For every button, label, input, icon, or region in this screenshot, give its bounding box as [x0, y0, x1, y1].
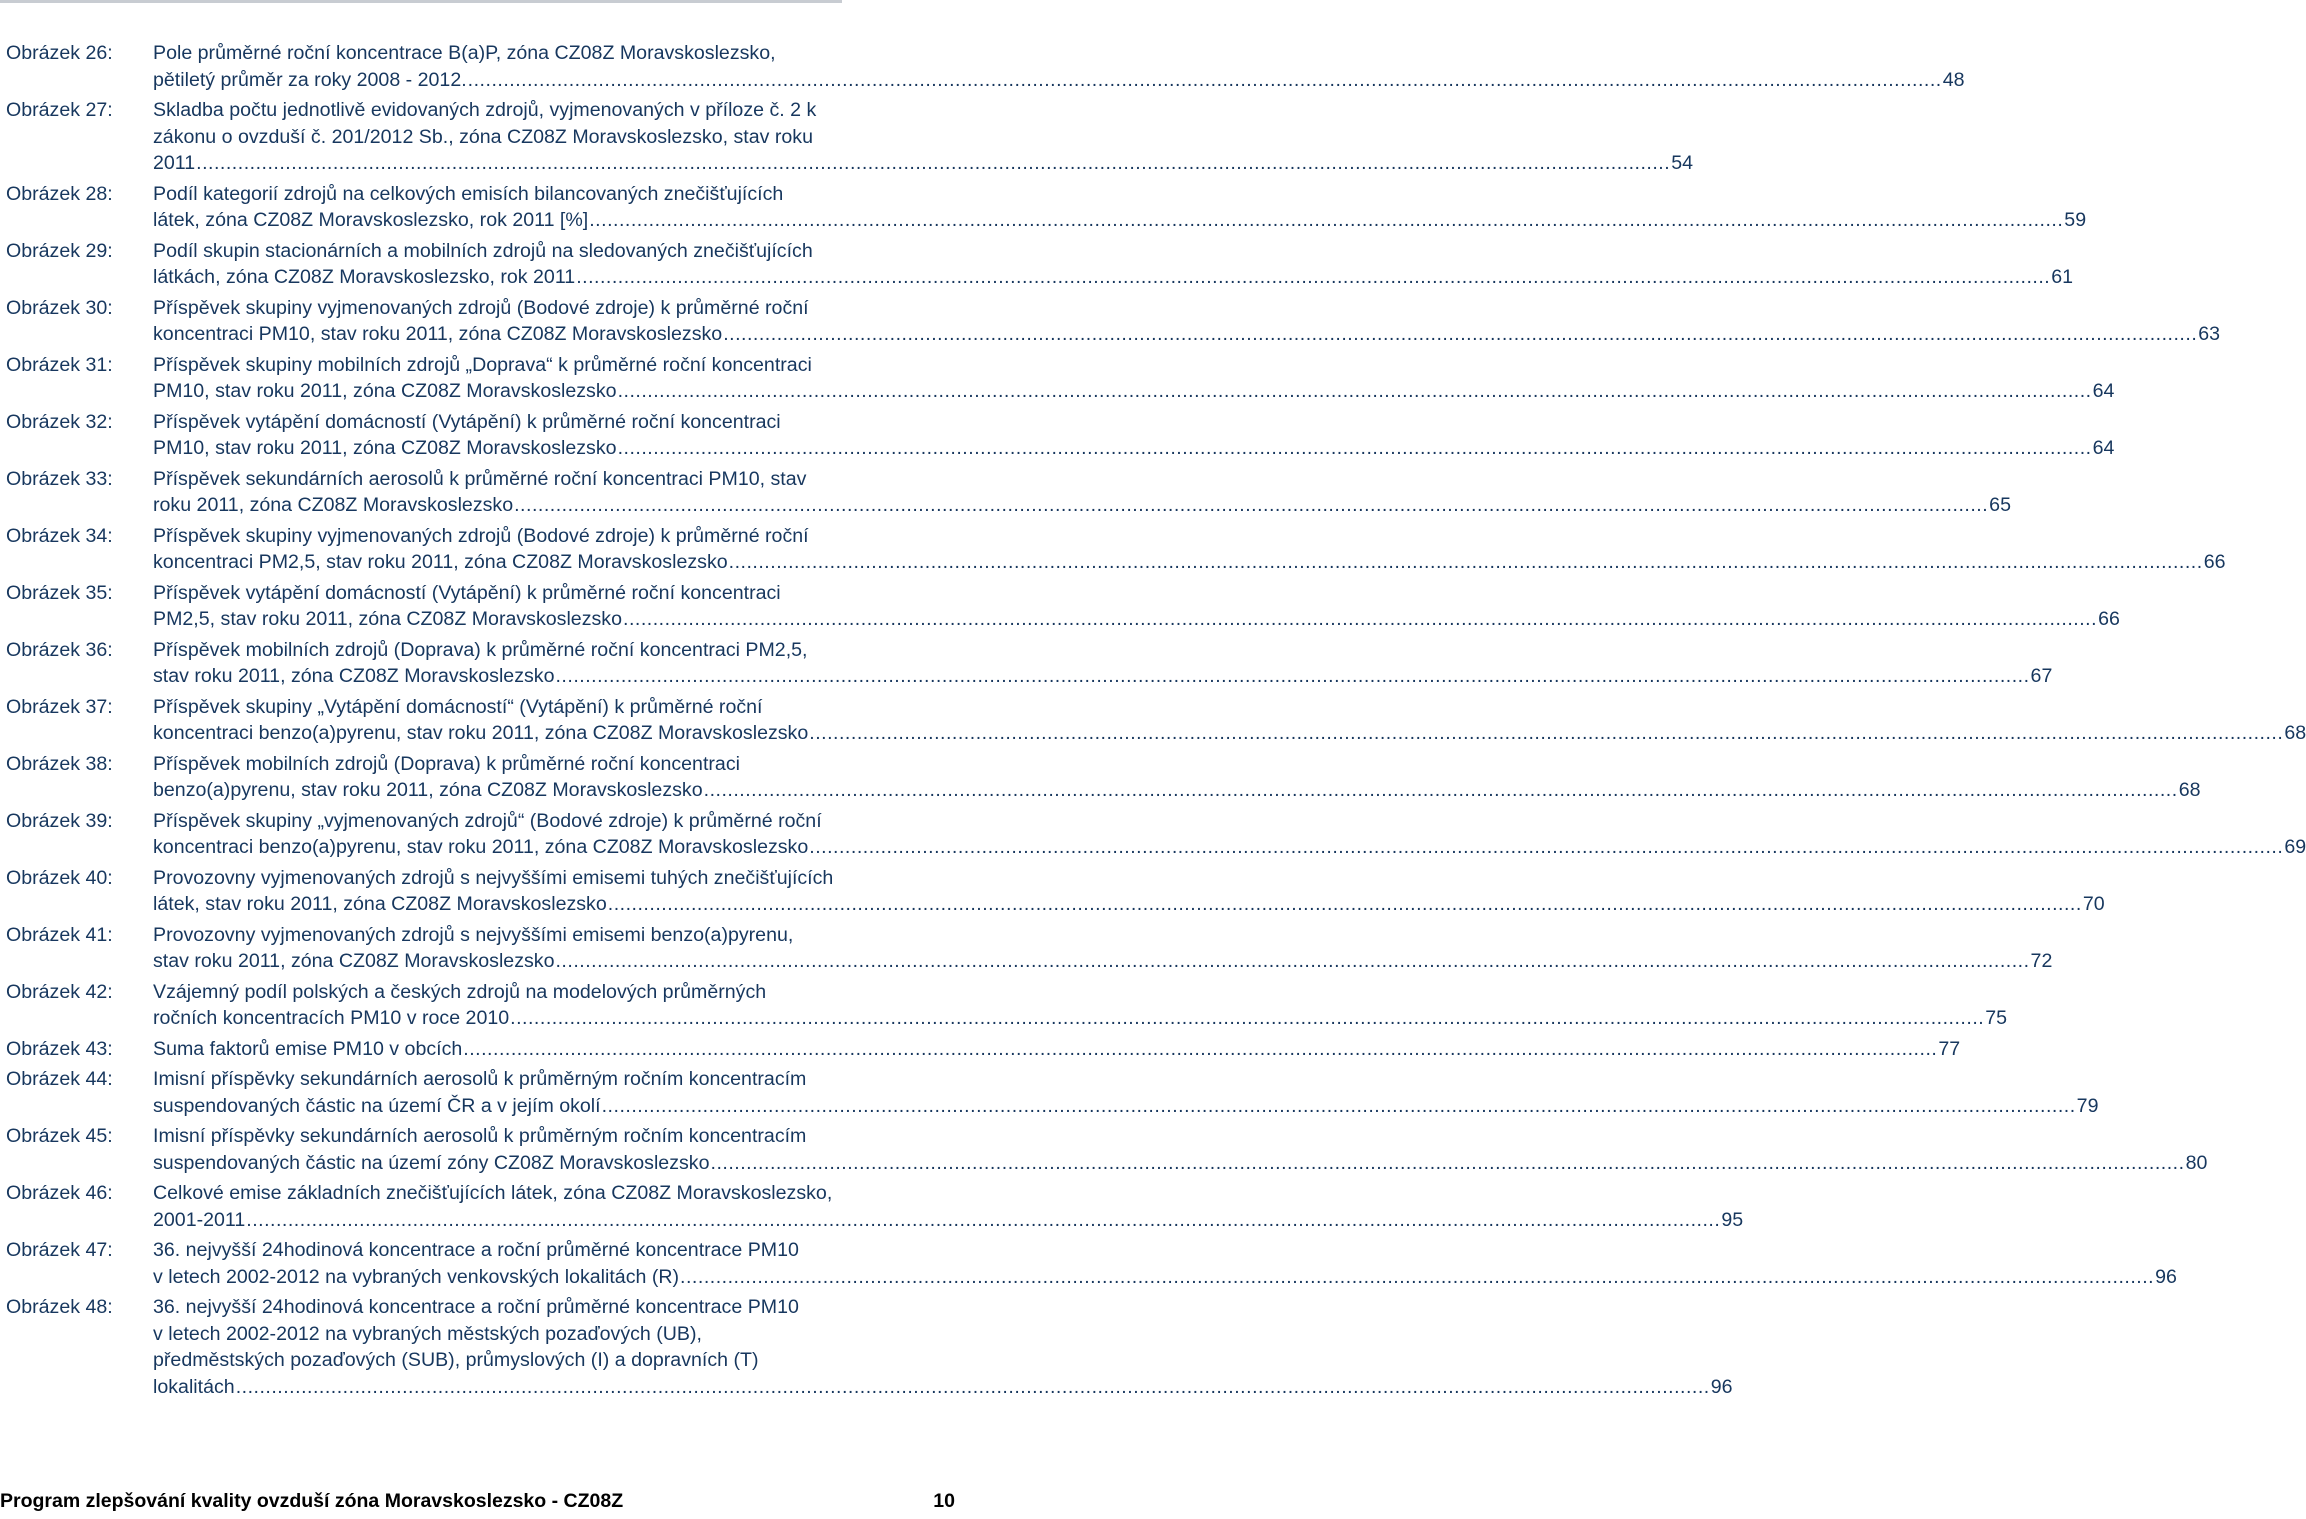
footer-title: Program zlepšování kvality ovzduší zóna Moravskoslezsko - CZ08Z: [0, 1490, 624, 1512]
dot-leader: [510, 1005, 1984, 1032]
toc-entry-title: [153, 751, 2200, 804]
toc-entry[interactable]: [6, 466, 2011, 519]
toc-entry-text: roku 2011, zóna CZ08Z Moravskoslezsko: [153, 494, 514, 516]
dot-leader: [704, 777, 2178, 804]
toc-entry-title: [153, 523, 2226, 576]
toc-entry-page: 48: [1942, 68, 1965, 91]
toc-entry-text: Pole průměrné roční koncentrace B(a)P, zóna CZ08Z Moravskoslezsko,: [153, 42, 776, 64]
toc-entry-title: [153, 922, 2052, 975]
toc-entry-title: [153, 97, 1693, 177]
toc-entry-label: Obrázek 36:: [6, 638, 113, 661]
toc-entry-page: 72: [2030, 950, 2053, 972]
toc-entry-page: 96: [2155, 1265, 2177, 1288]
toc-entry-page: 79: [2076, 1094, 2099, 1117]
toc-entry-label: Obrázek 41:: [6, 923, 113, 946]
toc-entry-text: stav roku 2011, zóna CZ08Z Moravskoslezsko: [153, 665, 555, 687]
toc-entry[interactable]: [6, 1237, 2177, 1290]
toc-entry-text: Příspěvek skupiny „vyjmenovaných zdrojů“ (Bodové zdroje) k průměrné roční: [153, 809, 822, 832]
toc-entry[interactable]: [6, 580, 2120, 633]
toc-entry-label: Obrázek 27:: [6, 99, 113, 121]
toc-entry-title: [153, 808, 2306, 861]
dot-leader: [555, 948, 2029, 975]
toc-entry-title: [153, 1180, 1743, 1233]
toc-entry-label: Obrázek 32:: [6, 410, 113, 433]
dot-leader: [555, 663, 2029, 690]
toc-entry-page: 64: [2092, 380, 2115, 402]
toc-entry-label: Obrázek 37:: [6, 695, 113, 718]
toc-entry-text: Příspěvek skupiny „Vytápění domácností“ (Vytápění) k průměrné roční: [153, 695, 763, 718]
toc-entry-page: 77: [1938, 1037, 1961, 1060]
toc-entry-title: [153, 238, 2073, 291]
toc-entry-title: [153, 865, 2105, 918]
toc-entry-page: 75: [1985, 1007, 2008, 1029]
dot-leader: [711, 1150, 2185, 1177]
dot-leader: [514, 492, 1988, 519]
toc-entry-label: Obrázek 28:: [6, 182, 113, 205]
toc-entry-title: [153, 466, 2011, 519]
toc-entry-page: 65: [1989, 494, 2011, 516]
dot-leader: [723, 321, 2197, 348]
toc-entry-text: Příspěvek vytápění domácností (Vytápění) k průměrné roční koncentraci: [153, 581, 781, 604]
toc-entry-text: látek, zóna CZ08Z Moravskoslezsko, rok 2011 [%]: [153, 209, 589, 231]
dot-leader: [680, 1264, 2154, 1291]
dot-leader: [463, 1036, 1937, 1063]
toc-entry-title: [153, 637, 2052, 690]
toc-entry[interactable]: [6, 523, 2226, 576]
toc-entry-text: předměstských pozaďových (SUB), průmyslových (I) a dopravních (T): [153, 1349, 759, 1371]
toc-entry-label: Obrázek 34:: [6, 524, 113, 547]
toc-entry-title: [153, 694, 2306, 747]
toc-entry[interactable]: [6, 865, 2105, 918]
toc-entry-text: koncentraci benzo(a)pyrenu, stav roku 2011, zóna CZ08Z Moravskoslezsko: [153, 836, 809, 858]
dot-leader: [468, 67, 1942, 94]
toc-entry[interactable]: [6, 979, 2008, 1032]
toc-entry-page: 59: [2064, 209, 2087, 231]
toc-entry-text: Celkové emise základních znečišťujících látek, zóna CZ08Z Moravskoslezsko,: [153, 1182, 833, 1204]
toc-entry-text: Suma faktorů emise PM10 v obcích: [153, 1037, 463, 1060]
toc-entry[interactable]: [6, 97, 1693, 177]
toc-entry-label: Obrázek 45:: [6, 1125, 113, 1147]
toc-entry-text: 2011: [153, 152, 196, 174]
toc-entry[interactable]: [6, 1036, 1961, 1063]
toc-entry-text: suspendovaných částic na území zóny CZ08Z Moravskoslezsko: [153, 1151, 710, 1174]
toc-entry-text: Příspěvek skupiny vyjmenovaných zdrojů (Bodové zdroje) k průměrné roční: [153, 296, 809, 319]
toc-entry[interactable]: [6, 1066, 2099, 1119]
toc-entry[interactable]: [6, 409, 2115, 462]
toc-entry-text: PM2,5, stav roku 2011, zóna CZ08Z Moravskoslezsko: [153, 608, 622, 630]
dot-leader: [196, 150, 1670, 177]
toc-entry-text: v letech 2002-2012 na vybraných venkovských lokalitách (R): [153, 1265, 680, 1288]
toc-entry-text: 36. nejvyšší 24hodinová koncentrace a roční průměrné koncentrace PM10: [153, 1239, 799, 1261]
toc-entry-text: PM10, stav roku 2011, zóna CZ08Z Moravskoslezsko: [153, 437, 617, 459]
toc-entry-text: lokalitách: [153, 1375, 235, 1398]
toc-entry-page: 95: [1721, 1208, 1744, 1231]
dot-leader: [246, 1207, 1720, 1234]
toc-entry-page: 54: [1671, 152, 1693, 174]
toc-entry-text: Příspěvek skupiny mobilních zdrojů „Doprava“ k průměrné roční koncentraci: [153, 353, 812, 376]
toc-entry-text: Provozovny vyjmenovaných zdrojů s nejvyššími emisemi benzo(a)pyrenu,: [153, 923, 794, 946]
dot-leader: [809, 834, 2283, 861]
toc-entry-text: Imisní příspěvky sekundárních aerosolů k průměrným ročním koncentracím: [153, 1068, 807, 1090]
toc-entry-text: Provozovny vyjmenovaných zdrojů s nejvyššími emisemi tuhých znečišťujících: [153, 866, 834, 889]
toc-entry-text: Skladba počtu jednotlivě evidovaných zdrojů, vyjmenovaných v příloze č. 2 k: [153, 99, 817, 121]
toc-entry-title: [153, 352, 2114, 405]
dot-leader: [602, 1093, 2076, 1120]
toc-entry-text: látkách, zóna CZ08Z Moravskoslezsko, rok 2011: [153, 266, 576, 288]
toc-entry[interactable]: [6, 181, 2087, 234]
toc-entry[interactable]: [6, 1123, 2208, 1176]
toc-entry-text: Příspěvek vytápění domácností (Vytápění) k průměrné roční koncentraci: [153, 410, 781, 433]
toc-entry-label: Obrázek 43:: [6, 1037, 113, 1060]
toc-entry-text: pětiletý průměr za roky 2008 - 2012.: [153, 68, 467, 91]
toc-entry-title: [153, 979, 2007, 1032]
toc-entry-text: Příspěvek mobilních zdrojů (Doprava) k průměrné roční koncentraci PM2,5,: [153, 638, 808, 661]
toc-entry-label: Obrázek 42:: [6, 980, 113, 1003]
toc-entry[interactable]: [6, 922, 2053, 975]
toc-entry-label: Obrázek 48:: [6, 1296, 113, 1318]
dot-leader: [729, 549, 2203, 576]
toc-entry-label: Obrázek 31:: [6, 353, 113, 376]
toc-entry-page: 96: [1710, 1375, 1733, 1398]
toc-entry-title: [153, 295, 2220, 348]
toc-entry-text: Podíl skupin stacionárních a mobilních zdrojů na sledovaných znečišťujících: [153, 239, 813, 262]
toc-entry-text: koncentraci PM2,5, stav roku 2011, zóna CZ08Z Moravskoslezsko: [153, 551, 728, 573]
toc-entry-text: Vzájemný podíl polských a českých zdrojů na modelových průměrných: [153, 980, 767, 1003]
toc-entry-page: 64: [2092, 437, 2115, 459]
toc-entry-text: koncentraci benzo(a)pyrenu, stav roku 2011, zóna CZ08Z Moravskoslezsko: [153, 722, 809, 744]
toc-entry[interactable]: [6, 637, 2053, 690]
list-of-figures: [6, 40, 2306, 1404]
dot-leader: [618, 435, 2092, 462]
toc-entry-page: 68: [2178, 779, 2201, 801]
toc-entry[interactable]: [6, 808, 2306, 861]
toc-entry[interactable]: [6, 694, 2306, 747]
toc-entry-title: [153, 1237, 2177, 1290]
toc-entry-page: 69: [2284, 836, 2306, 858]
toc-entry[interactable]: [6, 1294, 1733, 1400]
toc-entry-page: 61: [2051, 266, 2074, 288]
toc-entry-title: [153, 580, 2120, 633]
dot-leader: [809, 720, 2283, 747]
toc-entry-label: Obrázek 35:: [6, 581, 113, 604]
toc-entry[interactable]: [6, 40, 1965, 93]
toc-entry-text: koncentraci PM10, stav roku 2011, zóna CZ08Z Moravskoslezsko: [153, 323, 723, 345]
dot-leader: [618, 378, 2092, 405]
dot-leader: [608, 891, 2082, 918]
dot-leader: [623, 606, 2097, 633]
toc-entry-text: Příspěvek sekundárních aerosolů k průměrné roční koncentraci PM10, stav: [153, 467, 807, 490]
header-rule: [0, 0, 842, 3]
toc-entry-label: Obrázek 29:: [6, 239, 113, 262]
toc-entry-label: Obrázek 47:: [6, 1239, 113, 1261]
dot-leader: [236, 1374, 1710, 1401]
toc-entry-label: Obrázek 40:: [6, 866, 113, 889]
toc-entry-label: Obrázek 39:: [6, 809, 113, 832]
toc-entry-text: stav roku 2011, zóna CZ08Z Moravskoslezsko: [153, 950, 555, 972]
dot-leader: [576, 264, 2050, 291]
toc-entry-text: suspendovaných částic na území ČR a v jejím okolí: [153, 1094, 601, 1117]
toc-entry[interactable]: [6, 751, 2201, 804]
toc-entry-text: Příspěvek mobilních zdrojů (Doprava) k průměrné roční koncentraci: [153, 752, 740, 775]
dot-leader: [589, 207, 2063, 234]
toc-entry-text: 2001-2011: [153, 1208, 246, 1231]
toc-entry-page: 66: [2203, 551, 2226, 573]
footer-page-number: 10: [933, 1490, 955, 1512]
toc-entry-label: Obrázek 30:: [6, 296, 113, 319]
toc-entry-text: benzo(a)pyrenu, stav roku 2011, zóna CZ08Z Moravskoslezsko: [153, 779, 703, 801]
page-footer: [0, 1490, 955, 1513]
toc-entry-text: látek, stav roku 2011, zóna CZ08Z Moravskoslezsko: [153, 893, 607, 915]
toc-entry-label: Obrázek 46:: [6, 1182, 113, 1204]
toc-entry-text: Imisní příspěvky sekundárních aerosolů k průměrným ročním koncentracím: [153, 1125, 807, 1147]
toc-entry-page: 68: [2284, 722, 2306, 744]
toc-entry-text: 36. nejvyšší 24hodinová koncentrace a roční průměrné koncentrace PM10: [153, 1296, 799, 1318]
toc-entry-title: [153, 1036, 1960, 1063]
toc-entry-label: Obrázek 38:: [6, 752, 113, 775]
toc-entry[interactable]: [6, 238, 2074, 291]
toc-entry[interactable]: [6, 352, 2115, 405]
toc-entry-text: ročních koncentracích PM10 v roce 2010: [153, 1007, 510, 1029]
toc-entry-text: v letech 2002-2012 na vybraných městských pozaďových (UB),: [153, 1322, 702, 1345]
toc-entry-label: Obrázek 33:: [6, 467, 113, 490]
toc-entry-title: [153, 40, 1965, 93]
toc-entry-page: 63: [2198, 323, 2221, 345]
toc-entry-text: PM10, stav roku 2011, zóna CZ08Z Moravskoslezsko: [153, 380, 617, 402]
toc-entry-title: [153, 1294, 1733, 1400]
toc-entry-page: 80: [2185, 1151, 2208, 1174]
toc-entry-page: 67: [2030, 665, 2053, 687]
toc-entry-title: [153, 409, 2114, 462]
toc-entry-label: Obrázek 26:: [6, 42, 113, 64]
toc-entry-page: 66: [2098, 608, 2120, 630]
toc-entry[interactable]: [6, 295, 2221, 348]
toc-entry-text: Podíl kategorií zdrojů na celkových emisích bilancovaných znečišťujících: [153, 182, 784, 205]
toc-entry-label: Obrázek 44:: [6, 1068, 113, 1090]
toc-entry[interactable]: [6, 1180, 1744, 1233]
toc-entry-title: [153, 181, 2086, 234]
toc-entry-text: zákonu o ovzduší č. 201/2012 Sb., zóna CZ08Z Moravskoslezsko, stav roku: [153, 125, 813, 148]
toc-entry-text: Příspěvek skupiny vyjmenovaných zdrojů (Bodové zdroje) k průměrné roční: [153, 524, 809, 547]
toc-entry-page: 70: [2082, 893, 2105, 915]
toc-entry-title: [153, 1066, 2098, 1119]
toc-entry-title: [153, 1123, 2207, 1176]
